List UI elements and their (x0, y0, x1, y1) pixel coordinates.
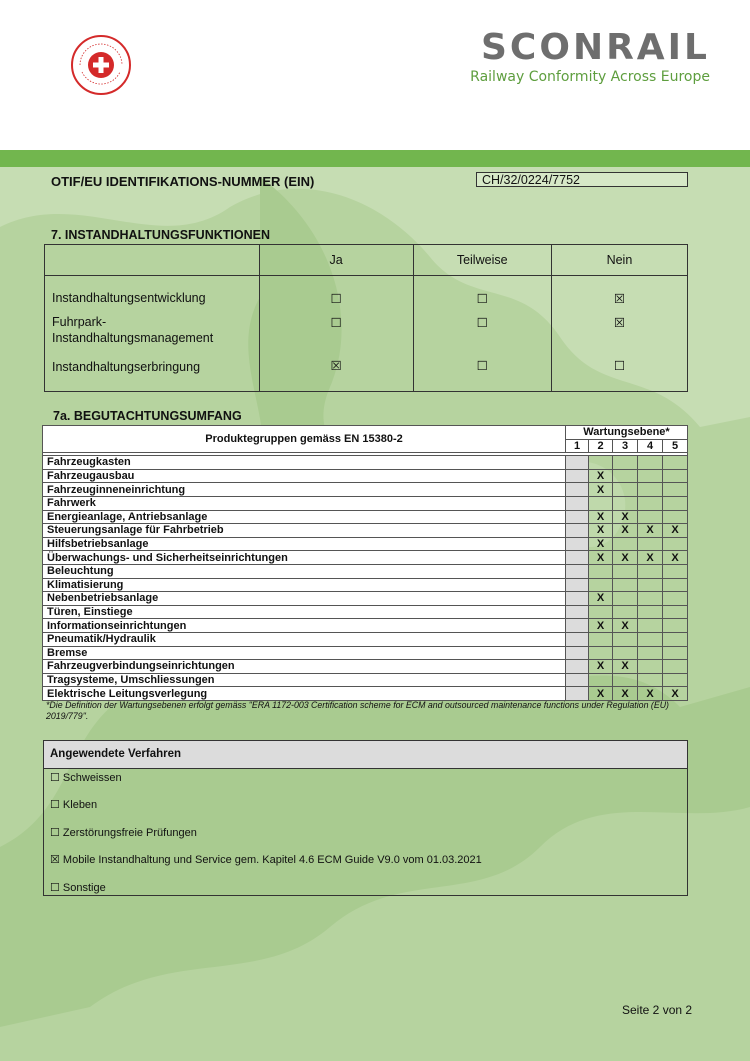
level-mark (589, 605, 613, 619)
level-mark: X (613, 660, 638, 674)
level-mark: X (663, 551, 688, 565)
level-mark (663, 510, 688, 524)
level-mark: X (589, 592, 613, 606)
product-group-name: Tragsysteme, Umschliessungen (43, 673, 566, 687)
level-5: 5 (663, 439, 688, 453)
checkbox: ☒ (613, 316, 626, 330)
level-mark (566, 483, 589, 497)
level-mark: X (613, 524, 638, 538)
procedure-item: ☐ Sonstige (50, 882, 106, 894)
level-mark (566, 619, 589, 633)
level-mark (613, 537, 638, 551)
level-mark (638, 592, 663, 606)
col-nein: Nein (551, 245, 687, 276)
row-label-fuhrpark-2: Instandhaltungsmanagement (52, 331, 214, 345)
scope-rows (43, 456, 688, 701)
level-mark (663, 496, 688, 510)
level-mark (566, 578, 589, 592)
swiss-accreditation-seal (70, 34, 132, 96)
function-labels (45, 276, 260, 392)
level-mark (663, 456, 688, 470)
level-3: 3 (613, 439, 638, 453)
level-mark (589, 564, 613, 578)
level-mark (613, 483, 638, 497)
row-label-fuhrpark-1: Fuhrpark- (52, 315, 107, 329)
level-mark: X (613, 551, 638, 565)
product-group-name: Pneumatik/Hydraulik (43, 632, 566, 646)
level-mark (566, 551, 589, 565)
level-mark: X (589, 551, 613, 565)
level-mark (638, 483, 663, 497)
level-mark (663, 592, 688, 606)
level-mark (638, 496, 663, 510)
product-group-name: Bremse (43, 646, 566, 660)
level-mark (638, 605, 663, 619)
level-mark (663, 673, 688, 687)
page-header (0, 0, 750, 150)
ein-label: OTIF/EU IDENTIFIKATIONS-NUMMER (EIN) (51, 174, 315, 189)
level-mark (638, 469, 663, 483)
level-mark (589, 646, 613, 660)
checkbox: ☐ (613, 359, 626, 373)
level-mark (566, 687, 589, 701)
checkbox: ☐ (476, 316, 488, 330)
checkbox: ☒ (330, 359, 342, 373)
level-mark: X (663, 687, 688, 701)
level-mark: X (589, 619, 613, 633)
row-label-entwicklung: Instandhaltungsentwicklung (52, 291, 206, 305)
checkbox: ☐ (476, 292, 488, 306)
level-mark (663, 632, 688, 646)
level-mark: X (589, 510, 613, 524)
level-mark (613, 564, 638, 578)
level-mark (638, 673, 663, 687)
level-1: 1 (566, 439, 589, 453)
table-row (43, 619, 688, 633)
level-mark (613, 578, 638, 592)
level-mark (638, 632, 663, 646)
product-group-name: Steuerungsanlage für Fahrbetrieb (43, 524, 566, 538)
procedure-item: ☒ Mobile Instandhaltung und Service gem. Kapitel 4.6 ECM Guide V9.0 vom 01.03.2021 (50, 854, 482, 866)
level-mark: X (589, 537, 613, 551)
level-mark: X (589, 469, 613, 483)
level-mark: X (638, 524, 663, 538)
level-mark: X (589, 687, 613, 701)
level-mark (663, 660, 688, 674)
product-group-name: Fahrzeugverbindungseinrichtungen (43, 660, 566, 674)
level-mark (566, 646, 589, 660)
procedures-box (43, 740, 688, 896)
table-row (43, 646, 688, 660)
level-mark (613, 673, 638, 687)
level-mark (613, 592, 638, 606)
table-row (43, 660, 688, 674)
level-mark (566, 496, 589, 510)
level-mark (663, 605, 688, 619)
checkbox: ☐ (476, 359, 488, 373)
product-group-name: Fahrzeuginneneinrichtung (43, 483, 566, 497)
procedures-title: Angewendete Verfahren (44, 741, 687, 769)
section-7-title: 7. INSTANDHALTUNGSFUNKTIONEN (51, 228, 270, 242)
table-row (43, 578, 688, 592)
product-group-name: Informationseinrichtungen (43, 619, 566, 633)
level-mark (613, 456, 638, 470)
level-mark (663, 578, 688, 592)
level-mark (613, 646, 638, 660)
col-ja: Ja (259, 245, 413, 276)
level-mark (663, 646, 688, 660)
table-row (43, 632, 688, 646)
level-mark (589, 673, 613, 687)
level-mark (566, 605, 589, 619)
row-label-erbringung: Instandhaltungserbringung (52, 360, 201, 374)
level-mark: X (613, 687, 638, 701)
assessment-scope-table (42, 425, 688, 701)
level-mark: X (663, 524, 688, 538)
level-mark: X (638, 687, 663, 701)
level-mark (663, 483, 688, 497)
table-row (43, 673, 688, 687)
table-row (43, 483, 688, 497)
level-definition-note: *Die Definition der Wartungsebenen erfolgt gemäss "ERA 1172-003 Certification scheme for ECM and outsourced maintenance functions under Regulation (EU) 2019/779". (46, 700, 669, 721)
level-mark (638, 619, 663, 633)
brand-name: SCONRAIL (481, 27, 710, 68)
level-mark (663, 537, 688, 551)
level-mark (566, 632, 589, 646)
table-row (43, 456, 688, 470)
table-row (43, 510, 688, 524)
table-row (43, 537, 688, 551)
product-group-name: Türen, Einstiege (43, 605, 566, 619)
level-mark: X (638, 551, 663, 565)
product-group-name: Nebenbetriebsanlage (43, 592, 566, 606)
brand-logo (470, 28, 710, 85)
level-mark (566, 564, 589, 578)
level-mark (589, 632, 613, 646)
product-groups-header: Produktegruppen gemäss EN 15380-2 (43, 426, 566, 453)
product-group-name: Beleuchtung (43, 564, 566, 578)
level-mark (566, 469, 589, 483)
product-group-name: Fahrzeugkasten (43, 456, 566, 470)
product-group-name: Elektrische Leitungsverlegung (43, 687, 566, 701)
section-7a-title: 7a. BEGUTACHTUNGSUMFANG (53, 409, 242, 423)
checkbox: ☐ (330, 316, 342, 330)
checkbox: ☒ (613, 292, 626, 306)
product-group-name: Überwachungs- und Sicherheitseinrichtungen (43, 551, 566, 565)
page-number: Seite 2 von 2 (622, 1003, 693, 1017)
product-group-name: Hilfsbetriebsanlage (43, 537, 566, 551)
col-teilweise: Teilweise (413, 245, 551, 276)
table-row (43, 496, 688, 510)
level-mark (589, 578, 613, 592)
table-row (43, 564, 688, 578)
level-mark (613, 496, 638, 510)
level-mark (638, 660, 663, 674)
level-4: 4 (638, 439, 663, 453)
level-mark (589, 496, 613, 510)
level-mark (589, 456, 613, 470)
level-mark: X (589, 483, 613, 497)
level-mark (638, 564, 663, 578)
level-mark (663, 564, 688, 578)
maintenance-functions-table (44, 244, 688, 392)
product-group-name: Klimatisierung (43, 578, 566, 592)
ein-value: CH/32/0224/7752 (476, 172, 688, 187)
product-group-name: Fahrwerk (43, 496, 566, 510)
level-mark (566, 456, 589, 470)
level-mark: X (589, 660, 613, 674)
level-mark (638, 646, 663, 660)
header-divider (0, 150, 750, 167)
level-mark (613, 632, 638, 646)
level-mark (613, 605, 638, 619)
level-mark (663, 619, 688, 633)
level-mark (638, 578, 663, 592)
maintenance-level-header: Wartungsebene* (566, 426, 688, 440)
level-mark (638, 537, 663, 551)
brand-tagline: Railway Conformity Across Europe (470, 69, 710, 85)
table-row (43, 592, 688, 606)
procedure-item: ☐ Schweissen (50, 772, 122, 784)
level-mark: X (613, 510, 638, 524)
level-mark (566, 510, 589, 524)
table-row (43, 687, 688, 701)
table-row (43, 605, 688, 619)
checkbox: ☐ (330, 292, 342, 306)
level-mark (566, 592, 589, 606)
procedure-item: ☐ Zerstörungsfreie Prüfungen (50, 827, 197, 839)
level-mark (663, 469, 688, 483)
level-mark: X (589, 524, 613, 538)
product-group-name: Fahrzeugausbau (43, 469, 566, 483)
product-group-name: Energieanlage, Antriebsanlage (43, 510, 566, 524)
level-mark (566, 660, 589, 674)
level-mark (638, 456, 663, 470)
table-row (43, 551, 688, 565)
table-row (43, 469, 688, 483)
table-row (43, 524, 688, 538)
level-mark: X (613, 619, 638, 633)
level-mark (566, 524, 589, 538)
level-2: 2 (589, 439, 613, 453)
level-mark (566, 673, 589, 687)
level-mark (613, 469, 638, 483)
level-mark (638, 510, 663, 524)
level-mark (566, 537, 589, 551)
procedure-item: ☐ Kleben (50, 799, 98, 811)
